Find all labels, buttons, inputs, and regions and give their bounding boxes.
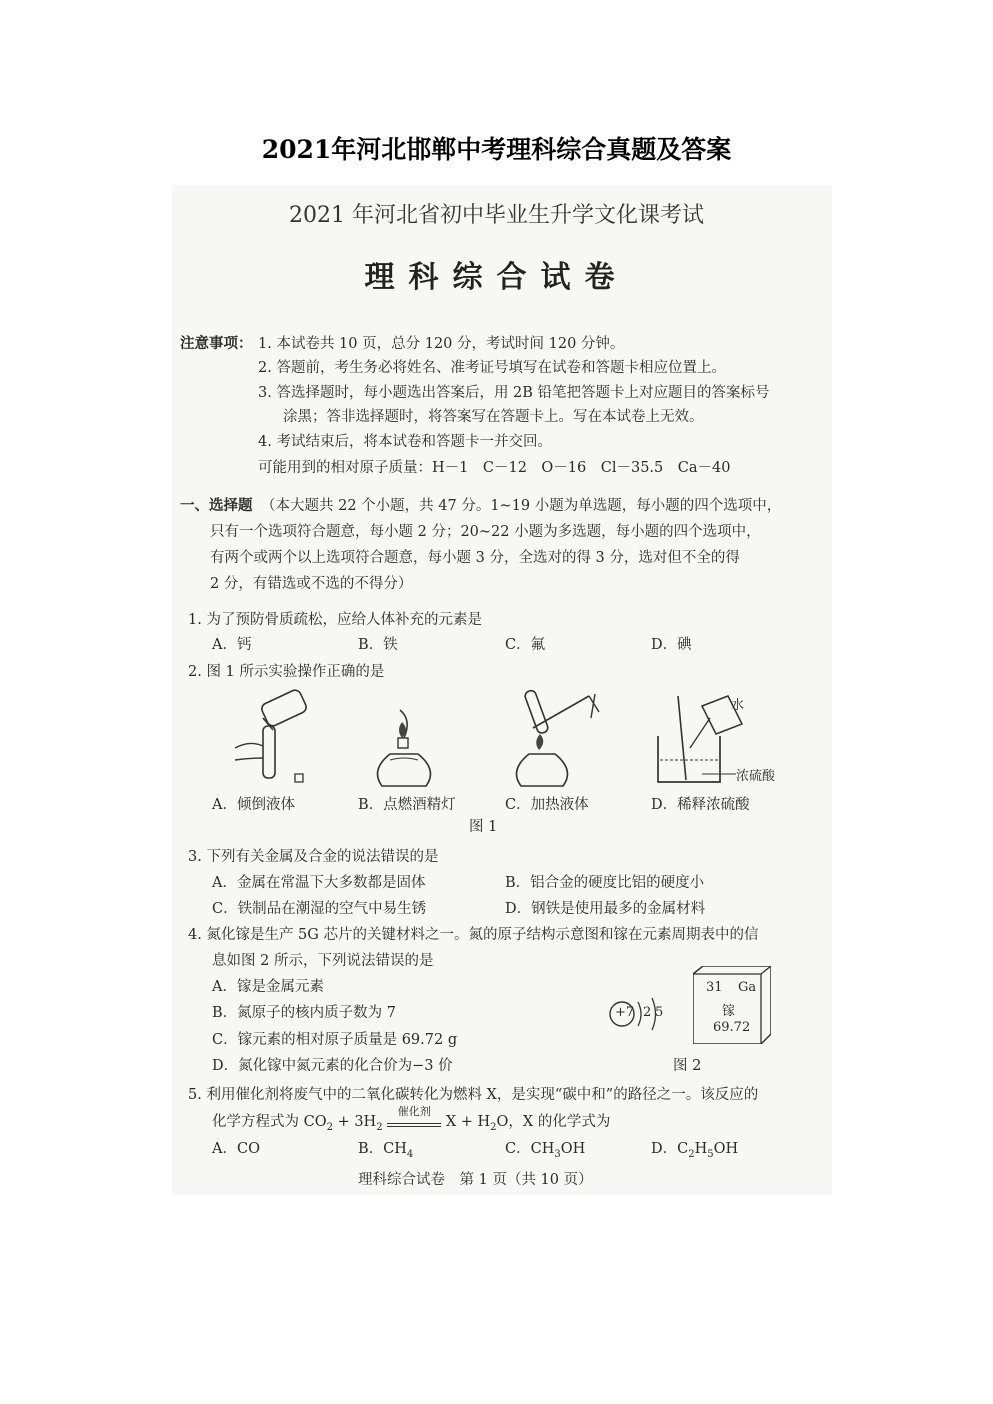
q3-option-b: B．铝合金的硬度比铝的硬度小 [505, 875, 705, 891]
q2-stem: 2. 图 1 所示实验操作正确的是 [188, 664, 385, 680]
catalyst-arrow: 催化剂 [387, 1110, 441, 1126]
acid-label: 浓硫酸 [736, 769, 776, 784]
q5-stem-line-1: 5. 利用催化剂将废气中的二氧化碳转化为燃料 X，是实现“碳中和”的路径之一。该反应的 [188, 1087, 759, 1103]
notice-label: 注意事项： [180, 335, 253, 352]
notice-item-4: 4. 考试结束后，将本试卷和答题卡一并交回。 [258, 434, 552, 450]
q5-option-b: B．$CH_4$ [358, 1141, 414, 1160]
q1-option-c: C．氟 [505, 637, 546, 653]
q3-option-a: A．金属在常温下大多数都是固体 [212, 875, 426, 891]
figure-heating-liquid [505, 688, 615, 790]
notice-item-3-cont: 涂黑；答非选择题时，将答案写在答题卡上。写在本试卷上无效。 [283, 409, 704, 425]
q2-option-d: D．稀释浓硫酸 [651, 797, 750, 813]
notice-item-2: 2. 答题前，考生务必将姓名、准考证号填写在试卷和答题卡相应位置上。 [258, 360, 726, 376]
section-1-line-3: 有两个或两个以上选项符合题意，每小题 3 分，全选对的得 3 分，选对但不全的得 [210, 550, 740, 566]
element-number: 31 [706, 980, 723, 995]
atom-shell-2: 5 [655, 1005, 664, 1020]
element-symbol: Ga [738, 980, 757, 995]
q3-option-d: D．钢铁是使用最多的金属材料 [505, 901, 706, 917]
q4-stem-line-1: 4. 氮化镓是生产 5G 芯片的关键材料之一。氮的原子结构示意图和镓在元素周期表中的信 [188, 927, 759, 943]
section-1-line-2: 只有一个选项符合题意，每小题 2 分；20~22 小题为多选题，每小题的四个选项中， [210, 524, 761, 540]
q2-option-a: A．倾倒液体 [212, 797, 295, 813]
q5-option-c: C．$CH_3OH$ [505, 1141, 586, 1160]
q4-option-d: D．氮化镓中氮元素的化合价为−3 价 [212, 1058, 453, 1074]
exam-header: 2021 年河北省初中毕业生升学文化课考试 [289, 203, 704, 228]
paper-title: 理科综合试卷 [364, 260, 629, 295]
figure-1-caption: 图 1 [469, 819, 498, 835]
figure-pouring-liquid [215, 688, 325, 788]
q3-stem: 3. 下列有关金属及合金的说法错误的是 [188, 849, 439, 865]
element-name: 镓 [722, 1004, 736, 1019]
q2-option-b: B．点燃酒精灯 [358, 797, 456, 813]
notice-item-1: 1. 本试卷共 10 页，总分 120 分，考试时间 120 分钟。 [258, 336, 625, 352]
figure-2-caption: 图 2 [673, 1058, 702, 1074]
q4-option-a: A．镓是金属元素 [212, 979, 324, 995]
q2-option-c: C．加热液体 [505, 797, 589, 813]
notice-item-3: 3. 答选择题时，每小题选出答案后，用 2B 铅笔把答题卡上对应题目的答案标号 [258, 385, 770, 401]
section-1-label: 一、选择题 [180, 497, 253, 514]
atom-shell-1: 2 [643, 1005, 652, 1020]
q4-stem-line-2: 息如图 2 所示，下列说法错误的是 [212, 953, 434, 969]
q1-option-b: B．铁 [358, 637, 398, 653]
q5-option-d: D．$C_2H_5OH$ [651, 1141, 739, 1160]
document-title: 2021年河北邯郸中考理科综合真题及答案 [261, 135, 732, 164]
section-1-line-1: （本大题共 22 个小题，共 47 分。1~19 小题为单选题，每小题的四个选项中， [261, 498, 782, 514]
element-mass: 69.72 [713, 1020, 751, 1035]
q1-stem: 1. 为了预防骨质疏松，应给人体补充的元素是 [188, 612, 482, 628]
water-label: 水 [731, 698, 745, 713]
q3-option-c: C．铁制品在潮湿的空气中易生锈 [212, 901, 427, 917]
figure-lighting-alcohol-lamp [360, 700, 450, 790]
q4-option-c: C．镓元素的相对原子质量是 69.72 g [212, 1032, 458, 1048]
atomic-mass-line: 可能用到的相对原子质量：H－1 C－12 O－16 Cl－35.5 Ca－40 [258, 460, 731, 476]
section-1-line-4: 2 分，有错选或不选的不得分） [210, 576, 413, 592]
q1-option-d: D．碘 [651, 637, 692, 653]
q1-option-a: A．钙 [212, 637, 252, 653]
q5-option-a: A．CO [212, 1141, 260, 1157]
q5-equation: 化学方程式为 $CO_2 + 3H_2$ $^{催化剂}$ $X + H_2O$，X 的化学式为 [212, 1105, 611, 1133]
page-footer: 理科综合试卷 第 1 页（共 10 页） [358, 1172, 593, 1188]
q4-option-b: B．氮原子的核内质子数为 7 [212, 1005, 396, 1021]
atom-nucleus: +7 [615, 1005, 635, 1020]
